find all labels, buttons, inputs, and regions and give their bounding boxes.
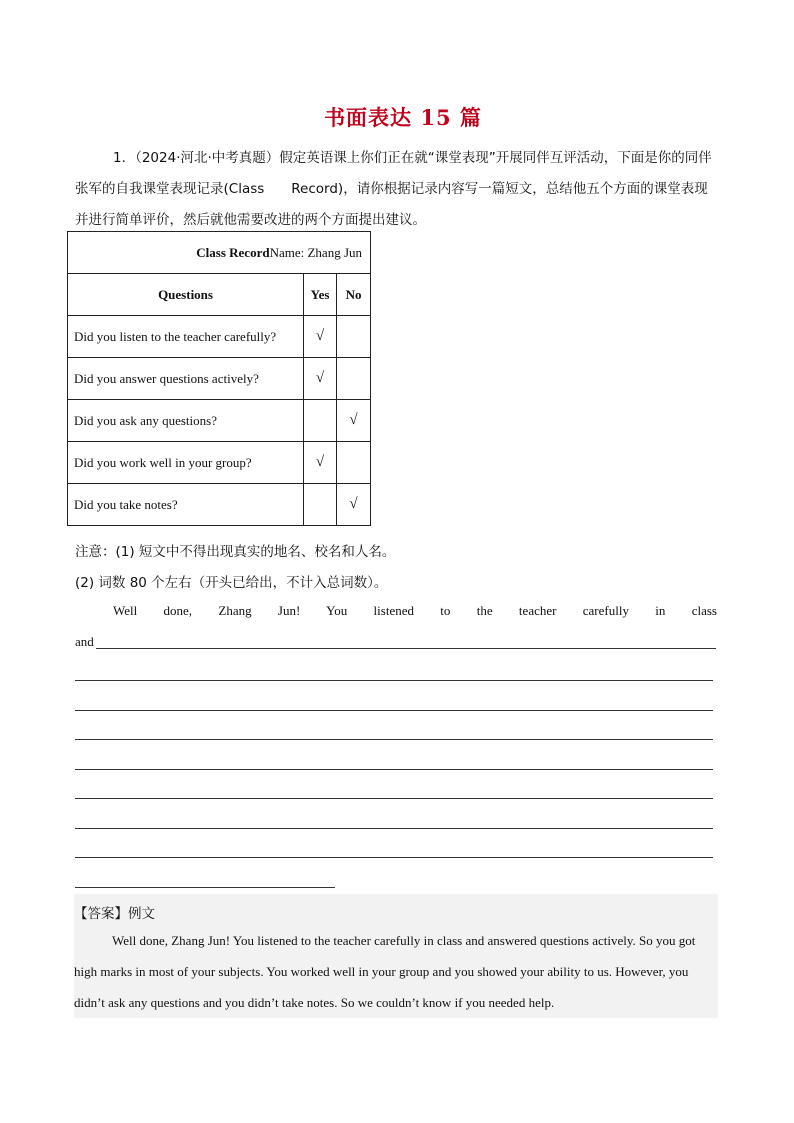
note-line-1: 注意：(1) 短文中不得出现真实的地名、校名和人名。 [75,544,396,560]
row-no-mark [337,442,371,484]
row-question: Did you work well in your group? [68,442,304,484]
table-row [68,400,371,442]
answer-sample-text: Well done, Zhang Jun! You listened to the teacher carefully in class and answered questions actively. So you got high marks in most of your subjects. You worked well in your group and you showed your ability to us. However, you didn’t ask any questions and you didn’t take notes. So we couldn’t know if you needed help. [74,933,696,1010]
table-caption-name: Name: Zhang Jun [269,244,362,260]
table-caption [68,232,371,274]
table-caption-row [68,232,371,274]
row-yes-mark [304,484,337,526]
answer-writing-line[interactable] [75,798,713,799]
row-question: Did you ask any questions? [68,400,304,442]
answer-writing-line[interactable] [96,648,716,649]
class-record-table [67,231,371,526]
question-intro: 1．（2024·河北·中考真题）假定英语课上你们正在就“课堂表现”开展同伴互评活动，下面是你的同伴张军的自我课堂表现记录(Class Record)，请你根据记录内容写一篇短文，总结他五个方面的课堂表现并进行简单评价，然后就他需要改进的两个方面提出建议。 [75,150,712,228]
answer-writing-line[interactable] [75,710,713,711]
row-no-mark: √ [337,484,371,526]
answer-writing-line[interactable] [75,769,713,770]
header-yes: Yes [304,274,337,316]
table-caption-title: Class Record [196,244,270,260]
row-no-mark: √ [337,400,371,442]
row-yes-mark [304,400,337,442]
table-row [68,484,371,526]
table-row [68,316,371,358]
header-no: No [337,274,371,316]
row-question: Did you take notes? [68,484,304,526]
row-no-mark [337,316,371,358]
table-header-row [68,274,371,316]
essay-starter: Well done, Zhang Jun! You listened to the teacher carefully in class [113,603,717,618]
answer-writing-line[interactable] [75,828,713,829]
row-yes-mark: √ [304,442,337,484]
table-row [68,442,371,484]
row-question: Did you listen to the teacher carefully? [68,316,304,358]
answer-writing-line[interactable] [75,739,713,740]
answer-writing-line[interactable] [75,680,713,681]
row-yes-mark: √ [304,316,337,358]
answer-section [74,894,718,1018]
header-questions: Questions [68,274,304,316]
row-no-mark [337,358,371,400]
row-yes-mark: √ [304,358,337,400]
answer-writing-line[interactable] [75,857,713,858]
row-question: Did you answer questions actively? [68,358,304,400]
table-row [68,358,371,400]
answer-label: 【答案】例文 [74,906,155,922]
essay-starter-and: and [75,634,94,649]
answer-writing-line[interactable] [75,887,335,888]
page-title: 书面表达 15 篇 [324,105,482,130]
note-line-2: (2) 词数 80 个左右（开头已给出，不计入总词数）。 [75,575,388,591]
